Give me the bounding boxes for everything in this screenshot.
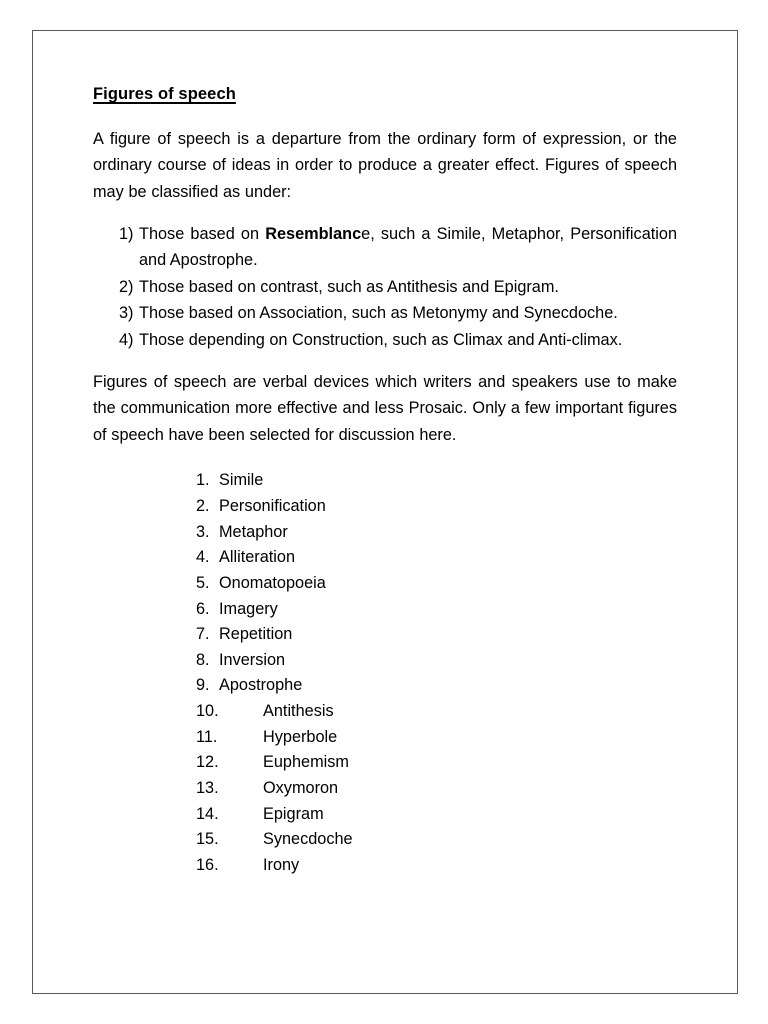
list-item-marker: 10. xyxy=(196,702,219,721)
list-item-marker: 4) xyxy=(119,330,134,349)
list-item-label: Hyperbole xyxy=(263,727,338,746)
list-item xyxy=(93,327,677,353)
list-item-label: Personification xyxy=(219,496,326,515)
list-item-text: Those based on contrast, such as Antithesis and Epigram. xyxy=(139,277,559,296)
list-item-text: Those based on Association, such as Metonymy and Synecdoche. xyxy=(139,304,618,323)
list-item xyxy=(93,545,677,571)
list-item-label: Epigram xyxy=(263,804,324,823)
list-item-marker: 13. xyxy=(196,779,219,798)
list-item xyxy=(93,622,677,648)
list-item-marker: 3. xyxy=(196,522,210,541)
list-item-marker: 4. xyxy=(196,548,210,567)
classification-list xyxy=(93,221,677,353)
list-item-marker: 15. xyxy=(196,830,219,849)
list-item xyxy=(93,597,677,623)
list-item-marker: 3) xyxy=(119,304,134,323)
figures-list xyxy=(93,468,677,879)
list-item xyxy=(93,494,677,520)
list-item-text xyxy=(139,221,677,274)
page-title xyxy=(93,83,677,107)
list-item-label: Alliteration xyxy=(219,548,296,567)
list-item-label: Synecdoche xyxy=(263,830,353,849)
list-item-marker: 8. xyxy=(196,650,210,669)
list-item-label: Metaphor xyxy=(219,522,288,541)
list-item xyxy=(93,300,677,326)
list-item xyxy=(93,571,677,597)
list-item xyxy=(93,776,677,802)
list-item-marker: 14. xyxy=(196,804,219,823)
page-title-text: Figures of speech xyxy=(93,85,236,103)
list-item-label: Oxymoron xyxy=(263,779,339,798)
list-item-label: Simile xyxy=(219,471,264,490)
list-item-marker: 12. xyxy=(196,753,219,772)
list-item xyxy=(93,802,677,828)
list-item-label: Imagery xyxy=(219,599,278,618)
list-item-label: Irony xyxy=(263,856,300,875)
page-border-frame xyxy=(32,30,738,994)
summary-paragraph: Figures of speech are verbal devices which writers and speakers use to make the communication more effective and less Prosaic. Only a few important figures of speech have been selected for discussion here. xyxy=(93,373,677,444)
list-item xyxy=(93,520,677,546)
list-item xyxy=(93,853,677,879)
list-item-marker: 9. xyxy=(196,676,210,695)
list-item-label: Apostrophe xyxy=(219,676,303,695)
list-item-marker: 6. xyxy=(196,599,210,618)
list-item xyxy=(93,750,677,776)
list-item xyxy=(93,725,677,751)
list-item-marker: 2. xyxy=(196,496,210,515)
list-item xyxy=(93,827,677,853)
list-item xyxy=(93,274,677,300)
document-body xyxy=(93,83,677,879)
list-item-marker: 11. xyxy=(196,727,218,746)
list-item-marker: 5. xyxy=(196,573,210,592)
list-item-label: Inversion xyxy=(219,650,286,669)
list-item-label: Repetition xyxy=(219,625,293,644)
list-item-marker: 1) xyxy=(119,225,134,244)
list-item-marker: 1. xyxy=(196,471,210,490)
list-item-text: Those depending on Construction, such as Climax and Anti-climax. xyxy=(139,330,623,349)
list-item-emphasis: Resemblanc xyxy=(265,225,362,244)
list-item xyxy=(93,699,677,725)
list-item xyxy=(93,673,677,699)
intro-paragraph: A figure of speech is a departure from the ordinary form of expression, or the ordinary course of ideas in order to produce a greater effect. Figures of speech may be classified as under: xyxy=(93,129,677,201)
list-item-text-after-bold: e, such a Simile, Metaphor, Personification and Apostrophe. xyxy=(139,225,677,270)
list-item xyxy=(93,221,677,274)
list-item xyxy=(93,468,677,494)
list-item-marker: 2) xyxy=(119,277,134,296)
list-item-marker: 16. xyxy=(196,856,219,875)
list-item-marker: 7. xyxy=(196,625,210,644)
list-item-label: Euphemism xyxy=(263,753,349,772)
list-item-label: Antithesis xyxy=(263,702,334,721)
list-item-text-before-bold: Those based on xyxy=(139,225,266,244)
list-item xyxy=(93,648,677,674)
list-item-label: Onomatopoeia xyxy=(219,573,326,592)
